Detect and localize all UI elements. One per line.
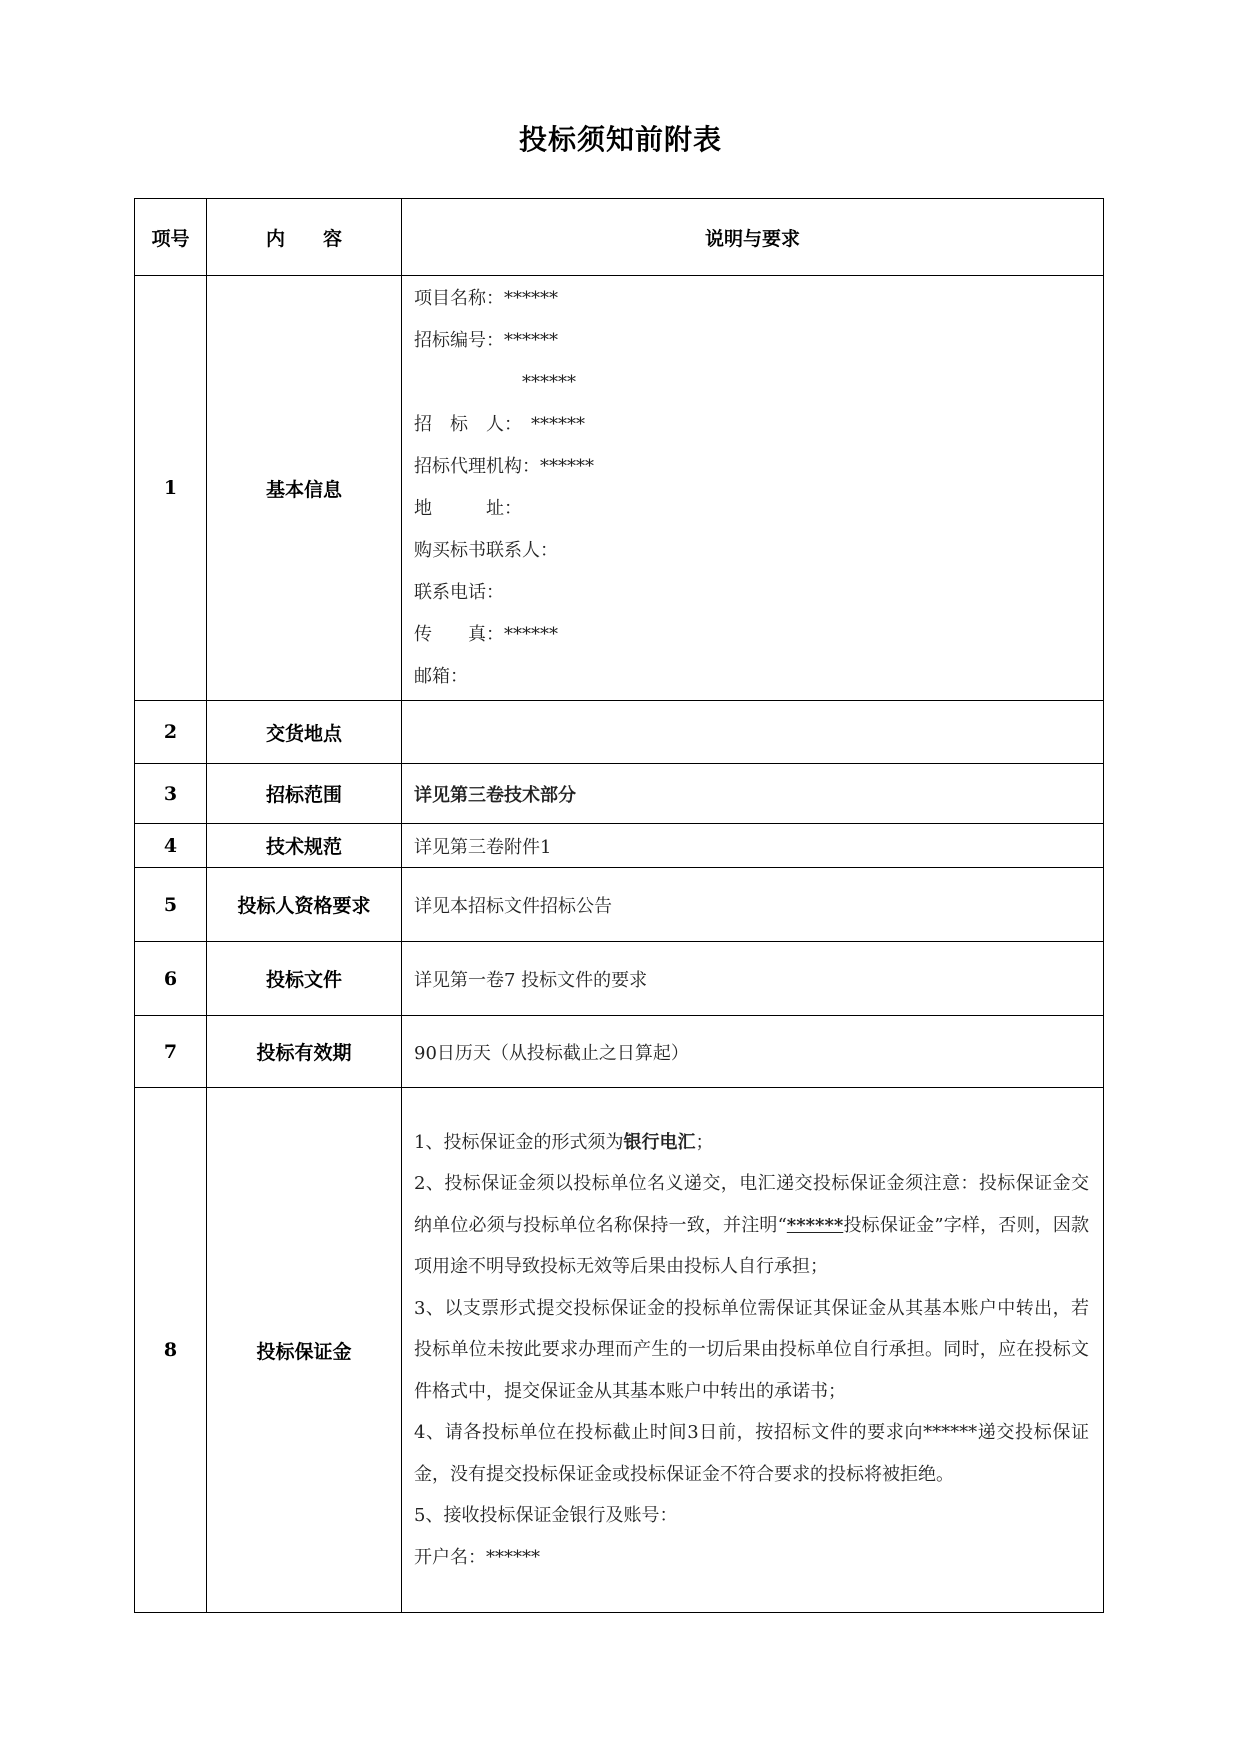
project-name-line: 项目名称：****** — [414, 288, 558, 309]
tender-number-continuation: ****** — [522, 372, 576, 393]
deposit-bank-paragraph: 5、接收投标保证金银行及账号： — [414, 1505, 678, 1527]
account-name-line: 开户名：****** — [414, 1546, 540, 1568]
row-description: 详见第三卷技术部分 — [402, 764, 1104, 824]
row-description: 详见本招标文件招标公告 — [402, 868, 1104, 942]
row-number: 6 — [135, 942, 207, 1016]
row-description: 详见第一卷7 投标文件的要求 — [402, 942, 1104, 1016]
email-line: 邮箱： — [414, 666, 468, 687]
row-description — [402, 276, 1104, 701]
purchase-contact-line: 购买标书联系人： — [414, 540, 558, 561]
tender-number-line: 招标编号：****** — [414, 330, 558, 351]
row-number: 7 — [135, 1016, 207, 1088]
table-row — [135, 942, 1104, 1016]
row-number: 8 — [135, 1088, 207, 1613]
deposit-deadline-paragraph: 4、请各投标单位在投标截止时间3日前，按招标文件的要求向******递交投标保证金，没有提交投标保证金或投标保证金不符合要求的投标将被拒绝。 — [414, 1422, 1089, 1485]
address-line: 地 址： — [414, 498, 522, 519]
row-item: 投标人资格要求 — [207, 868, 402, 942]
row-number: 3 — [135, 764, 207, 824]
row-number: 4 — [135, 824, 207, 868]
deposit-form-highlight: 银行电汇 — [623, 1131, 696, 1153]
deposit-name-text: 2、投标保证金须以投标单位名义递交，电汇递交投标保证金须注意：投标保证金交纳单位必须与投标单位名称保持一致，并注明“ — [414, 1173, 1089, 1236]
row-number: 2 — [135, 701, 207, 764]
row-number: 1 — [135, 276, 207, 701]
table-row — [135, 824, 1104, 868]
row-number: 5 — [135, 868, 207, 942]
header-item-number: 项号 — [135, 199, 207, 276]
row-item: 招标范围 — [207, 764, 402, 824]
document-title: 投标须知前附表 — [518, 123, 722, 156]
table-row — [135, 1016, 1104, 1088]
table-row — [135, 764, 1104, 824]
tenderer-line: 招 标 人： ****** — [414, 414, 585, 435]
row-item: 投标保证金 — [207, 1088, 402, 1613]
table-row — [135, 276, 1104, 701]
deposit-name-mark: ****** — [786, 1214, 844, 1236]
row-description — [402, 1088, 1104, 1613]
bidding-instructions-table — [134, 198, 1104, 1613]
row-description: 90日历天（从投标截止之日算起） — [402, 1016, 1104, 1088]
table-row — [135, 1088, 1104, 1613]
deposit-form-text: 1、投标保证金的形式须为 — [414, 1131, 624, 1153]
deposit-form-end: ； — [695, 1131, 714, 1153]
phone-line: 联系电话： — [414, 582, 504, 603]
table-row — [135, 701, 1104, 764]
table-header-row — [135, 199, 1104, 276]
deposit-name-paragraph — [414, 1163, 1089, 1288]
deposit-form-paragraph — [414, 1122, 1089, 1164]
row-description — [402, 701, 1104, 764]
row-item: 投标有效期 — [207, 1016, 402, 1088]
fax-line: 传 真：****** — [414, 624, 558, 645]
row-item: 交货地点 — [207, 701, 402, 764]
row-item: 投标文件 — [207, 942, 402, 1016]
agency-line: 招标代理机构：****** — [414, 456, 594, 477]
deposit-cheque-paragraph: 3、以支票形式提交投标保证金的投标单位需保证其保证金从其基本账户中转出，若投标单位未按此要求办理而产生的一切后果由投标单位自行承担。同时，应在投标文件格式中，提交保证金从其基本账户中转出的承诺书； — [414, 1297, 1089, 1402]
row-description: 详见第三卷附件1 — [402, 824, 1104, 868]
header-description: 说明与要求 — [402, 199, 1104, 276]
deposit-name-end: 投标保证金”字样，否则，因款项用途不明导致投标无效等后果由投标人自行承担； — [414, 1214, 1089, 1278]
row-item: 技术规范 — [207, 824, 402, 868]
header-content: 内 容 — [207, 199, 402, 276]
row-item: 基本信息 — [207, 276, 402, 701]
table-row — [135, 868, 1104, 942]
